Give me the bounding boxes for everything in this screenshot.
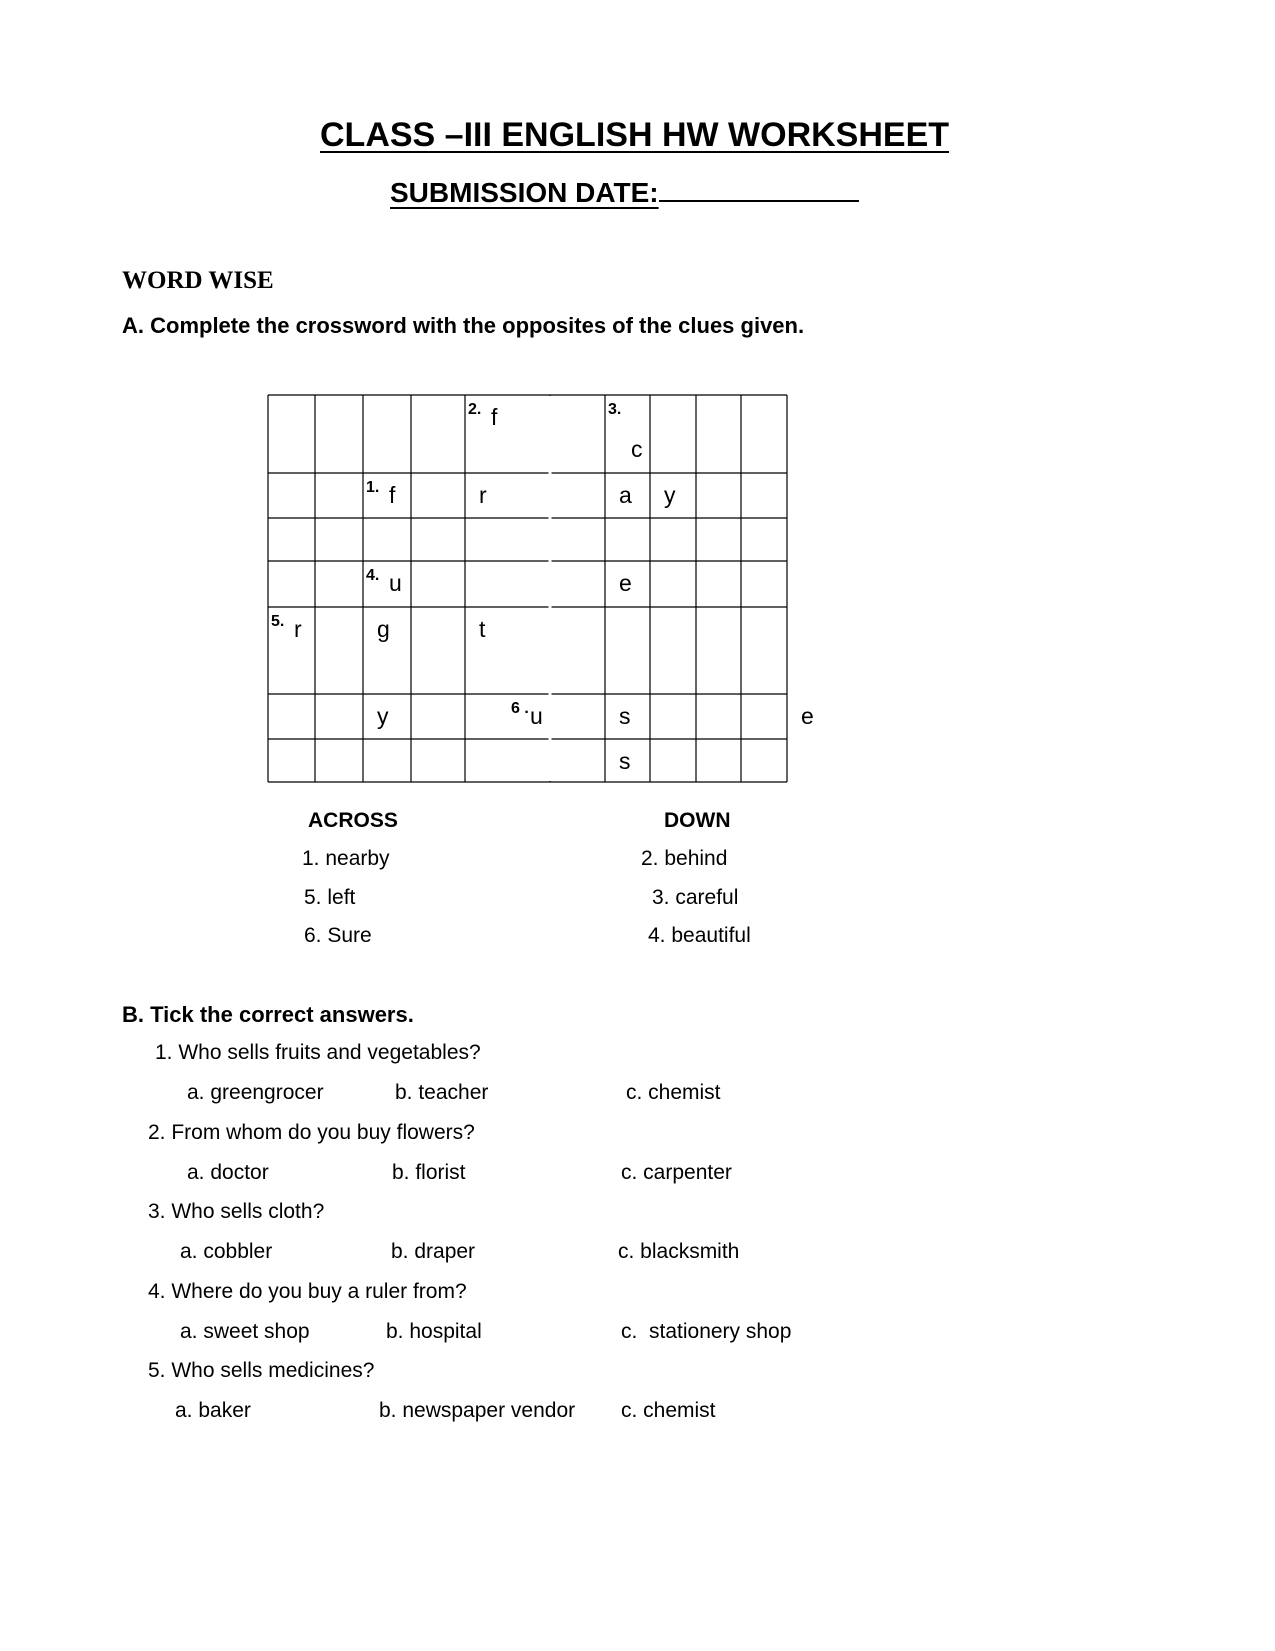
option-c[interactable]: c. blacksmith xyxy=(618,1240,740,1263)
clue-number: 1. xyxy=(366,479,380,496)
crossword-letter: g xyxy=(377,616,390,642)
clue-number: 6 . xyxy=(511,700,529,717)
crossword-grid xyxy=(0,0,1275,800)
crossword-letter: f xyxy=(389,482,396,508)
crossword-letter: u xyxy=(530,703,543,729)
down-clue: 3. careful xyxy=(652,886,739,909)
option-b[interactable]: b. teacher xyxy=(395,1081,489,1104)
question-text: 5. Who sells medicines? xyxy=(148,1359,375,1382)
across-clue: 6. Sure xyxy=(304,924,372,947)
crossword-letter: t xyxy=(479,616,486,642)
down-clue: 4. beautiful xyxy=(648,924,751,947)
crossword-letter: e xyxy=(801,703,814,729)
option-b[interactable]: b. newspaper vendor xyxy=(379,1399,576,1422)
down-clue: 2. behind xyxy=(641,847,728,870)
crossword-letter: c xyxy=(631,436,643,462)
option-c[interactable]: c. stationery shop xyxy=(621,1320,792,1343)
option-a[interactable]: a. baker xyxy=(175,1399,251,1422)
option-b[interactable]: b. draper xyxy=(391,1240,476,1263)
option-a[interactable]: a. sweet shop xyxy=(180,1320,310,1343)
option-a[interactable]: a. doctor xyxy=(187,1161,269,1184)
clue-number: 2. xyxy=(468,401,482,418)
option-b[interactable]: b. florist xyxy=(392,1161,466,1184)
down-heading: DOWN xyxy=(664,809,731,832)
part-b-instruction: B. Tick the correct answers. xyxy=(122,1002,414,1027)
option-a[interactable]: a. greengrocer xyxy=(187,1081,324,1104)
worksheet-title: CLASS –III ENGLISH HW WORKSHEET xyxy=(320,116,950,154)
part-a-instruction: A. Complete the crossword with the opposites of the clues given. xyxy=(122,313,805,338)
crossword-letter: r xyxy=(479,482,487,508)
crossword-letter: e xyxy=(619,570,632,596)
question-text: 3. Who sells cloth? xyxy=(148,1200,325,1223)
section-title: WORD WISE xyxy=(122,267,274,294)
across-heading: ACROSS xyxy=(308,809,398,832)
crossword-letter: y xyxy=(377,703,389,729)
option-c[interactable]: c. chemist xyxy=(621,1399,716,1422)
crossword-letter: u xyxy=(389,570,402,596)
option-b[interactable]: b. hospital xyxy=(386,1320,482,1343)
option-c[interactable]: c. carpenter xyxy=(621,1161,732,1184)
crossword-letter: a xyxy=(619,482,632,508)
option-c[interactable]: c. chemist xyxy=(626,1081,721,1104)
option-a[interactable]: a. cobbler xyxy=(180,1240,273,1263)
crossword-letter: f xyxy=(491,404,498,430)
clue-number: 5. xyxy=(271,613,285,630)
clue-number: 3. xyxy=(608,401,622,418)
question-text: 4. Where do you buy a ruler from? xyxy=(148,1280,467,1303)
crossword-letter: r xyxy=(294,616,302,642)
across-clue: 5. left xyxy=(304,886,356,909)
submission-date-text: SUBMISSION DATE: xyxy=(390,177,659,208)
question-text: 1. Who sells fruits and vegetables? xyxy=(155,1041,481,1064)
clue-number: 4. xyxy=(366,567,380,584)
question-text: 2. From whom do you buy flowers? xyxy=(148,1121,475,1144)
crossword-letter: y xyxy=(664,482,676,508)
crossword-letter: s xyxy=(619,748,631,774)
crossword-letter: s xyxy=(619,703,631,729)
across-clue: 1. nearby xyxy=(302,847,390,870)
